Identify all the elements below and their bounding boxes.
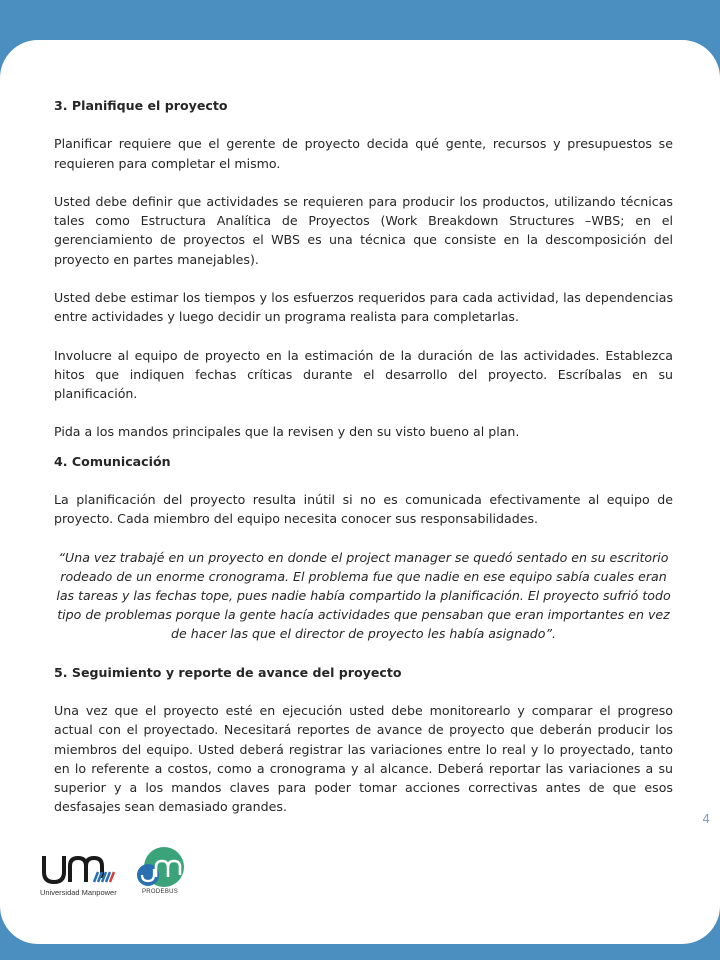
universidad-manpower-logo	[40, 848, 120, 900]
section-3-paragraph-2: Usted debe definir que actividades se requieren para producir los productos, utilizando técnicas tales como Estructura Analítica de Proyectos (Work Breakdown Structures –WBS; en el gerenciamiento de proyectos el WBS es una técnica que consiste en la descomposición del proyecto en partes manejables).	[54, 193, 673, 267]
section-5-paragraph-1: Una vez que el proyecto esté en ejecución usted debe monitorearlo y comparar el progreso actual con el proyectado. Necesitará reportes de avance de proyecto que deberán producir los miembros del equipo. Usted deberá registrar las variaciones entre lo real y lo proyectado, tanto en lo referente a costos, como a cronograma y al alcance. Deberá reportar las variaciones a su superior y a los mandos claves para poder tomar acciones correctivas antes de que esos desfasajes sean demasiado grandes.	[54, 703, 673, 815]
section-4-heading: 4. Comunicación	[54, 453, 171, 469]
um-logo-label: Universidad Manpower	[40, 888, 117, 897]
section-4-quote: “Una vez trabajé en un proyecto en donde el project manager se quedó sentado en su escritorio rodeado de un enorme cronograma. El problema fue que nadie en ese equipo sabía cuales eran las tareas y las fechas tope, pues nadie había compartido la planificación. El proyecto sufrió todo tipo de problemas porque la gente hacía actividades que pensaban que eran importantes en vez de hacer las que el director de proyecto les había asignado”.	[56, 549, 671, 642]
section-3-heading: 3. Planifique el proyecto	[54, 98, 228, 113]
section-3-paragraph-3: Usted debe estimar los tiempos y los esfuerzos requeridos para cada actividad, las dependencias entre actividades y luego decidir un programa realista para completarlas.	[54, 289, 673, 325]
prodebus-logo	[134, 845, 188, 903]
page-number: 4	[702, 812, 710, 826]
um-logo-mark-icon	[40, 848, 120, 888]
prodebus-logo-mark-icon	[134, 845, 188, 891]
section-3-paragraph-5: Pida a los mandos principales que la revisen y den su visto bueno al plan.	[54, 424, 520, 440]
document-body	[54, 96, 673, 836]
page-card	[0, 40, 720, 944]
section-5-heading: 5. Seguimiento y reporte de avance del proyecto	[54, 664, 402, 680]
section-3-paragraph-4: Involucre al equipo de proyecto en la estimación de la duración de las actividades. Establezca hitos que indiquen fechas críticas durante el desarrollo del proyecto. Escríbalas en su planificación.	[54, 347, 673, 401]
section-3-paragraph-1: Planificar requiere que el gerente de proyecto decida qué gente, recursos y presupuestos se requieren para completar el mismo.	[54, 136, 673, 171]
prodebus-logo-label: PRODEBUS	[142, 889, 179, 895]
section-4-paragraph-1: La planificación del proyecto resulta inútil si no es comunicada efectivamente al equipo de proyecto. Cada miembro del equipo necesita conocer sus responsabilidades.	[54, 491, 673, 527]
